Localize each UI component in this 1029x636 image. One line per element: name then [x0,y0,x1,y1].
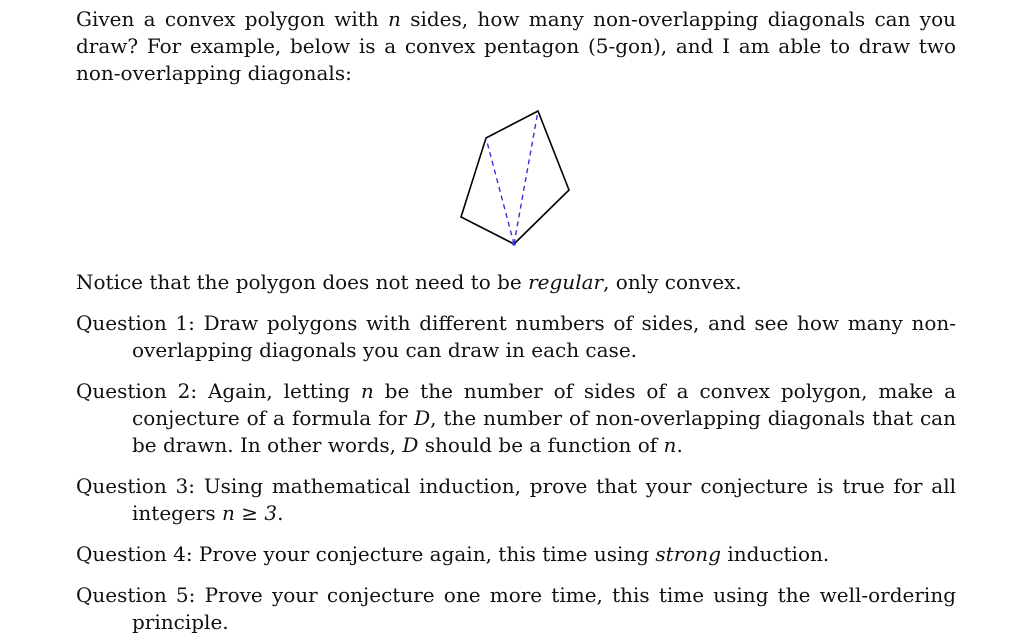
question-2-label: Question 2: [76,379,198,403]
notice-paragraph [76,269,956,296]
question-2-text-1: Again, letting [207,379,361,403]
question-2-text-2: be the number of sides of a convex polygon, make a conjecture of a formula for [132,379,956,430]
diagonal-left [486,138,514,244]
question-3-text-1: Using mathematical induction, prove that your conjecture is true for all integers [132,474,956,525]
pentagon-diagram [456,103,576,248]
question-3 [76,473,956,527]
intro-text-2: sides, how many non-overlapping diagonals can you draw? For example, below is a convex pentagon (5-gon), and I am able to draw two non-overlapping diagonals: [76,7,956,85]
question-5-text: Prove your conjecture one more time, this time using the well-ordering principle. [132,583,957,634]
variable-d: D [402,433,419,457]
variable-d: D [414,406,431,430]
notice-emphasis: regular [528,270,604,294]
document-page [76,6,956,636]
question-5-label: Question 5: [76,583,196,607]
question-5 [76,582,956,636]
question-3-text-2: . [277,501,284,525]
question-4-text-1: Prove your conjecture again, this time using [198,542,656,566]
question-1-label: Question 1: [76,311,195,335]
question-2-text-3: , the number of non-overlapping diagonals that can be drawn. In other words, [132,406,956,457]
notice-text-2: , only convex. [603,270,742,294]
question-1-text: Draw polygons with different numbers of sides, and see how many non-overlapping diagonals you can draw in each case. [132,311,957,362]
question-4-label: Question 4: [76,542,193,566]
question-2-text-4: should be a function of [418,433,664,457]
variable-n: n [360,379,374,403]
intro-paragraph [76,6,956,87]
pentagon-outline [461,111,569,244]
question-3-label: Question 3: [76,474,195,498]
variable-n: n [388,7,401,31]
question-1 [76,310,956,364]
intro-text-1: Given a convex polygon with [76,7,389,31]
question-4-text-2: induction. [721,542,830,566]
shared-vertex [512,242,516,246]
pentagon-figure [76,97,956,257]
notice-text-1: Notice that the polygon does not need to be [76,270,529,294]
question-4-emphasis: strong [655,542,721,566]
question-4 [76,541,956,568]
question-2 [76,378,956,459]
question-2-text-5: . [676,433,683,457]
inequality-n-ge-3: n ≥ 3 [221,501,278,525]
variable-n: n [663,433,677,457]
